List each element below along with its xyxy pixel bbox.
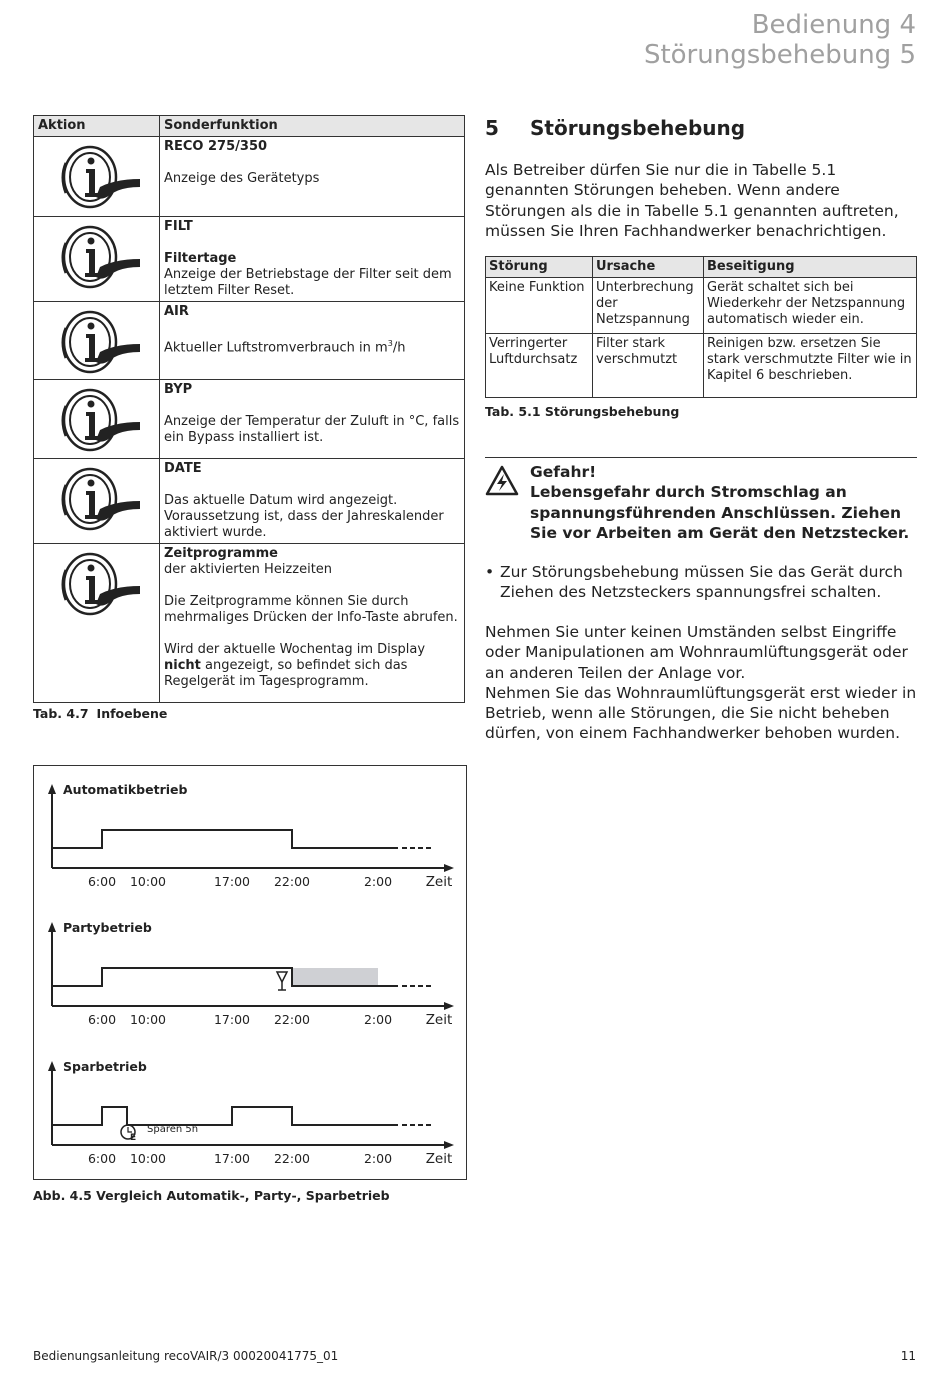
- time-tick-label: 10:00: [129, 1151, 167, 1166]
- sparen-note: Sparen 5h: [147, 1124, 199, 1135]
- page-number: 11: [900, 1349, 916, 1363]
- y-axis-arrow: [48, 922, 56, 932]
- footer-document-id: Bedienungsanleitung recoVAIR/3 00020041775_01: [33, 1349, 339, 1363]
- section-title: 5 Störungsbehebung: [485, 116, 746, 140]
- sparen-clock-letter: E: [130, 1133, 137, 1143]
- figure-caption: Abb. 4.5 Vergleich Automatik-, Party-, Sparbetrieb: [33, 1188, 390, 1203]
- row-title: Zeitprogramme: [164, 546, 278, 561]
- row-title: RECO 275/350: [164, 139, 268, 154]
- time-tick-label: 10:00: [129, 874, 167, 889]
- warning-title: Gefahr!: [530, 463, 597, 481]
- table-row: [486, 334, 917, 398]
- table-stoerungsbehebung: [485, 256, 917, 398]
- row-subtitle: Filtertage: [164, 251, 237, 266]
- party-glass-icon: [277, 972, 287, 982]
- time-tick-label: 22:00: [273, 1012, 311, 1027]
- time-tick-label: 17:00: [213, 874, 251, 889]
- time-tick-label: 6:00: [87, 874, 117, 889]
- table-infoebene: [33, 115, 465, 703]
- y-axis-arrow: [48, 784, 56, 794]
- row-text: Aktueller Luftstromverbrauch in $m^3/h$: [164, 339, 406, 356]
- schedule-line: [52, 830, 398, 848]
- time-tick-label: 10:00: [129, 1012, 167, 1027]
- row-subtext: der aktivierten Heizzeiten: [164, 562, 333, 577]
- time-tick-label: 22:00: [273, 874, 311, 889]
- table-row: [34, 544, 465, 703]
- time-tick-label: 2:00: [363, 874, 393, 889]
- col-stoerung: Störung: [486, 257, 593, 278]
- table-row: [34, 459, 465, 544]
- cell: Gerät schaltet sich bei Wiederkehr der Netzspannung automatisch wieder ein.: [704, 278, 917, 334]
- axis-label-zeit: Zeit: [425, 1012, 453, 1028]
- header-chapter-4: Bedienung 4: [751, 10, 916, 40]
- info-button-press-icon: [56, 278, 146, 293]
- row-title: DATE: [164, 461, 202, 476]
- warning-box: [530, 462, 920, 543]
- row-text: Das aktuelle Datum wird angezeigt. Voraussetzung ist, dass der Jahreskalender aktiviert wurde.: [164, 493, 444, 540]
- cell: Filter stark verschmutzt: [593, 334, 704, 398]
- section-intro: Als Betreiber dürfen Sie nur die in Tabelle 5.1 genannten Störungen beheben. Wenn andere Störungen als die in Tabelle 5.1 genannten auftreten, müssen Sie Ihren Fachhandwerker benachrichtigen.: [485, 161, 899, 240]
- table-row: [34, 217, 465, 302]
- axis-label-zeit: Zeit: [425, 874, 453, 890]
- panel-title: Automatikbetrieb: [63, 782, 188, 797]
- row-text-2: Wird der aktuelle Wochentag im Display nicht angezeigt, so befindet sich das Regelgerät im Tagesprogramm.: [164, 642, 426, 689]
- bullet-item: • Zur Störungsbehebung müssen Sie das Gerät durch Ziehen des Netzsteckers spannungsfrei schalten.: [485, 563, 903, 602]
- table-row: [34, 137, 465, 217]
- header-chapter-5: Störungsbehebung 5: [643, 40, 916, 70]
- x-axis-arrow: [444, 1141, 454, 1149]
- x-axis-arrow: [444, 1002, 454, 1010]
- cell: Reinigen bzw. ersetzen Sie stark verschmutzte Filter wie in Kapitel 6 beschrieben.: [704, 334, 917, 398]
- table-51-caption: Tab. 5.1 Störungsbehebung: [485, 404, 680, 419]
- cell: Keine Funktion: [486, 278, 593, 334]
- row-title: BYP: [164, 382, 193, 397]
- time-tick-label: 17:00: [213, 1012, 251, 1027]
- time-tick-label: 6:00: [87, 1012, 117, 1027]
- row-text: Anzeige der Temperatur der Zuluft in °C, falls ein Bypass installiert ist.: [164, 414, 460, 445]
- row-text: Die Zeitprogramme können Sie durch mehrmaliges Drücken der Info-Taste abrufen.: [164, 594, 458, 625]
- table-row: [486, 278, 917, 334]
- info-button-press-icon: [56, 441, 146, 456]
- time-tick-label: 17:00: [213, 1151, 251, 1166]
- warning-divider: [485, 457, 917, 458]
- party-extension-area: [292, 968, 378, 986]
- schedule-line: [52, 1107, 398, 1125]
- time-tick-label: 2:00: [363, 1012, 393, 1027]
- table-47-caption: Tab. 4.7 Infoebene: [33, 706, 168, 721]
- warning-text: Lebensgefahr durch Stromschlag an spannungsführenden Anschlüssen. Ziehen Sie vor Arbeiten am Gerät den Netzstecker.: [530, 483, 910, 542]
- row-title: FILT: [164, 219, 193, 234]
- col-sonderfunktion: Sonderfunktion: [160, 116, 465, 137]
- info-button-press-icon: [56, 363, 146, 378]
- y-axis-arrow: [48, 1061, 56, 1071]
- table-row: [34, 302, 465, 380]
- info-button-press-icon: [56, 605, 146, 620]
- info-button-press-icon: [56, 198, 146, 213]
- sparen-clock-hands: [128, 1127, 132, 1132]
- x-axis-arrow: [444, 864, 454, 872]
- diagram-betriebsarten: [33, 765, 467, 1180]
- cell: Verringerter Luftdurchsatz: [486, 334, 593, 398]
- panel-title: Partybetrieb: [63, 920, 152, 935]
- col-aktion: Aktion: [34, 116, 160, 137]
- row-text: Anzeige der Betriebstage der Filter seit dem letztem Filter Reset.: [164, 267, 452, 298]
- row-text: Anzeige des Gerätetyps: [164, 171, 320, 186]
- col-ursache: Ursache: [593, 257, 704, 278]
- col-beseitigung: Beseitigung: [704, 257, 917, 278]
- axis-label-zeit: Zeit: [425, 1151, 453, 1167]
- cell: Unterbrechung der Netzspannung: [593, 278, 704, 334]
- time-tick-label: 22:00: [273, 1151, 311, 1166]
- table-row: [34, 380, 465, 459]
- time-tick-label: 2:00: [363, 1151, 393, 1166]
- high-voltage-warning-icon: [485, 465, 519, 501]
- info-button-press-icon: [56, 520, 146, 535]
- time-tick-label: 6:00: [87, 1151, 117, 1166]
- panel-title: Sparbetrieb: [63, 1059, 147, 1074]
- section-body: Nehmen Sie unter keinen Umständen selbst Eingriffe oder Manipulationen am Wohnraumlüftungsgerät oder an anderen Teilen der Anlage vor. Nehmen Sie das Wohnraumlüftungsgerät erst wieder in Betrieb, wenn alle Störungen, die Sie nicht beheben dürfen, von einem Fachhandwerker behoben wurden.: [485, 623, 917, 743]
- row-title: AIR: [164, 304, 189, 319]
